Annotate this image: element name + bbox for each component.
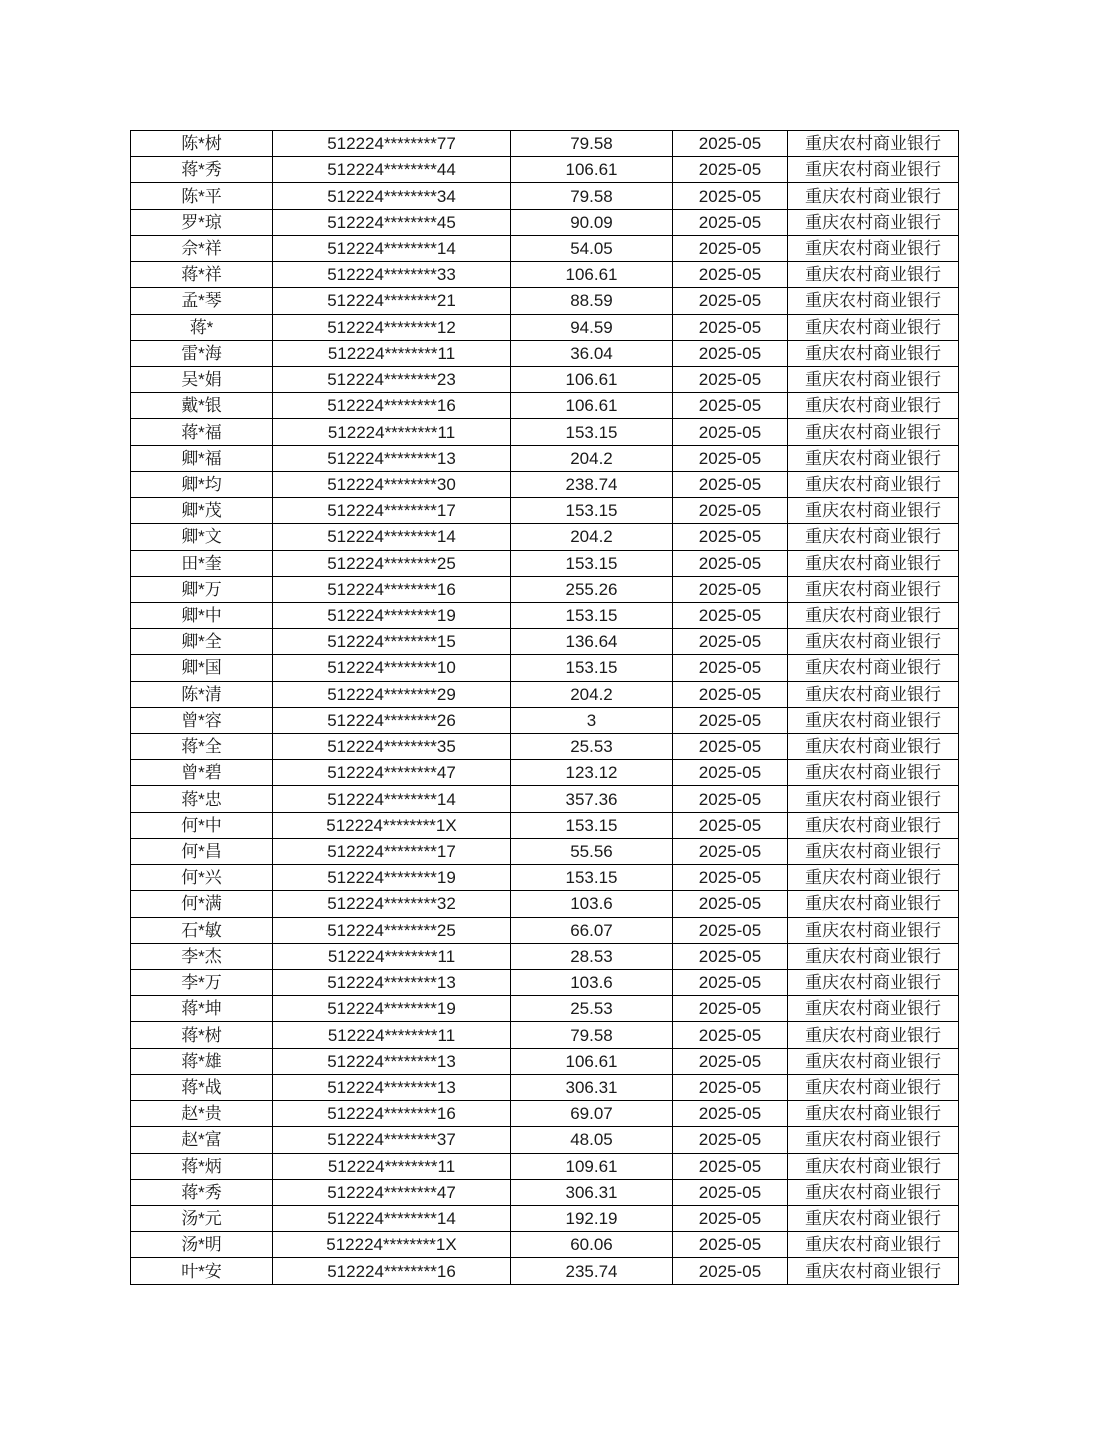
cell-id: 512224********25: [273, 917, 511, 943]
cell-id: 512224********14: [273, 524, 511, 550]
cell-month: 2025-05: [673, 419, 788, 445]
cell-id: 512224********11: [273, 419, 511, 445]
cell-amount: 136.64: [511, 629, 673, 655]
cell-id: 512224********11: [273, 1022, 511, 1048]
table-row: [131, 734, 959, 760]
cell-bank: 重庆农村商业银行: [788, 288, 959, 314]
cell-bank: 重庆农村商业银行: [788, 812, 959, 838]
cell-amount: 153.15: [511, 812, 673, 838]
cell-amount: 357.36: [511, 786, 673, 812]
table-row: [131, 629, 959, 655]
cell-name: 蒋*秀: [131, 157, 273, 183]
cell-id: 512224********1X: [273, 1232, 511, 1258]
cell-bank: 重庆农村商业银行: [788, 131, 959, 157]
cell-id: 512224********16: [273, 1258, 511, 1285]
cell-month: 2025-05: [673, 445, 788, 471]
cell-bank: 重庆农村商业银行: [788, 1022, 959, 1048]
cell-id: 512224********19: [273, 996, 511, 1022]
cell-amount: 123.12: [511, 760, 673, 786]
table-row: [131, 550, 959, 576]
cell-id: 512224********33: [273, 262, 511, 288]
cell-bank: 重庆农村商业银行: [788, 1127, 959, 1153]
table-row: [131, 1048, 959, 1074]
cell-amount: 109.61: [511, 1153, 673, 1179]
cell-amount: 204.2: [511, 681, 673, 707]
cell-amount: 106.61: [511, 366, 673, 392]
cell-name: 蒋*树: [131, 1022, 273, 1048]
table-row: [131, 655, 959, 681]
cell-name: 卿*国: [131, 655, 273, 681]
cell-id: 512224********1X: [273, 812, 511, 838]
cell-name: 卿*全: [131, 629, 273, 655]
cell-month: 2025-05: [673, 288, 788, 314]
cell-id: 512224********37: [273, 1127, 511, 1153]
cell-bank: 重庆农村商业银行: [788, 1048, 959, 1074]
cell-amount: 25.53: [511, 996, 673, 1022]
cell-id: 512224********26: [273, 707, 511, 733]
cell-bank: 重庆农村商业银行: [788, 891, 959, 917]
cell-amount: 88.59: [511, 288, 673, 314]
cell-month: 2025-05: [673, 865, 788, 891]
table-row: [131, 707, 959, 733]
cell-amount: 103.6: [511, 970, 673, 996]
table-row: [131, 235, 959, 261]
cell-amount: 153.15: [511, 655, 673, 681]
cell-amount: 28.53: [511, 943, 673, 969]
table-row: [131, 996, 959, 1022]
cell-amount: 153.15: [511, 550, 673, 576]
cell-month: 2025-05: [673, 131, 788, 157]
cell-month: 2025-05: [673, 1127, 788, 1153]
table-row: [131, 419, 959, 445]
cell-month: 2025-05: [673, 707, 788, 733]
table-row: [131, 1101, 959, 1127]
cell-name: 曾*碧: [131, 760, 273, 786]
cell-amount: 238.74: [511, 471, 673, 497]
cell-bank: 重庆农村商业银行: [788, 445, 959, 471]
cell-name: 汤*明: [131, 1232, 273, 1258]
cell-name: 卿*茂: [131, 498, 273, 524]
cell-month: 2025-05: [673, 760, 788, 786]
cell-name: 赵*贵: [131, 1101, 273, 1127]
table-row: [131, 917, 959, 943]
cell-id: 512224********14: [273, 786, 511, 812]
cell-amount: 106.61: [511, 262, 673, 288]
cell-amount: 106.61: [511, 393, 673, 419]
cell-month: 2025-05: [673, 157, 788, 183]
cell-name: 蒋*战: [131, 1074, 273, 1100]
cell-month: 2025-05: [673, 629, 788, 655]
cell-bank: 重庆农村商业银行: [788, 366, 959, 392]
table-row: [131, 891, 959, 917]
cell-id: 512224********19: [273, 602, 511, 628]
cell-name: 佘*祥: [131, 235, 273, 261]
table-row: [131, 838, 959, 864]
table-row: [131, 943, 959, 969]
table-row: [131, 393, 959, 419]
cell-month: 2025-05: [673, 970, 788, 996]
payment-table-body: [131, 131, 959, 1285]
cell-bank: 重庆农村商业银行: [788, 943, 959, 969]
table-row: [131, 812, 959, 838]
cell-bank: 重庆农村商业银行: [788, 1205, 959, 1231]
cell-month: 2025-05: [673, 183, 788, 209]
cell-month: 2025-05: [673, 1101, 788, 1127]
cell-name: 曾*容: [131, 707, 273, 733]
cell-name: 蒋*炳: [131, 1153, 273, 1179]
table-row: [131, 366, 959, 392]
cell-id: 512224********13: [273, 970, 511, 996]
cell-id: 512224********14: [273, 1205, 511, 1231]
cell-month: 2025-05: [673, 524, 788, 550]
cell-bank: 重庆农村商业银行: [788, 629, 959, 655]
cell-name: 蒋*: [131, 314, 273, 340]
cell-bank: 重庆农村商业银行: [788, 419, 959, 445]
cell-bank: 重庆农村商业银行: [788, 157, 959, 183]
cell-name: 陈*清: [131, 681, 273, 707]
cell-month: 2025-05: [673, 602, 788, 628]
cell-month: 2025-05: [673, 943, 788, 969]
cell-name: 蒋*全: [131, 734, 273, 760]
cell-month: 2025-05: [673, 786, 788, 812]
cell-amount: 90.09: [511, 209, 673, 235]
cell-bank: 重庆农村商业银行: [788, 707, 959, 733]
cell-bank: 重庆农村商业银行: [788, 1153, 959, 1179]
cell-bank: 重庆农村商业银行: [788, 970, 959, 996]
cell-bank: 重庆农村商业银行: [788, 498, 959, 524]
cell-name: 卿*万: [131, 576, 273, 602]
cell-bank: 重庆农村商业银行: [788, 550, 959, 576]
cell-id: 512224********17: [273, 498, 511, 524]
cell-amount: 36.04: [511, 340, 673, 366]
cell-month: 2025-05: [673, 393, 788, 419]
cell-bank: 重庆农村商业银行: [788, 865, 959, 891]
cell-name: 卿*福: [131, 445, 273, 471]
cell-bank: 重庆农村商业银行: [788, 655, 959, 681]
cell-bank: 重庆农村商业银行: [788, 235, 959, 261]
cell-bank: 重庆农村商业银行: [788, 1258, 959, 1285]
cell-bank: 重庆农村商业银行: [788, 1101, 959, 1127]
cell-name: 蒋*雄: [131, 1048, 273, 1074]
cell-name: 叶*安: [131, 1258, 273, 1285]
cell-id: 512224********23: [273, 366, 511, 392]
cell-amount: 106.61: [511, 1048, 673, 1074]
cell-name: 李*万: [131, 970, 273, 996]
table-row: [131, 340, 959, 366]
table-row: [131, 1153, 959, 1179]
cell-month: 2025-05: [673, 262, 788, 288]
cell-name: 汤*元: [131, 1205, 273, 1231]
cell-name: 陈*树: [131, 131, 273, 157]
cell-name: 罗*琼: [131, 209, 273, 235]
cell-id: 512224********32: [273, 891, 511, 917]
cell-name: 赵*富: [131, 1127, 273, 1153]
cell-id: 512224********29: [273, 681, 511, 707]
table-row: [131, 1258, 959, 1285]
table-row: [131, 524, 959, 550]
cell-name: 卿*均: [131, 471, 273, 497]
cell-bank: 重庆农村商业银行: [788, 524, 959, 550]
cell-id: 512224********13: [273, 445, 511, 471]
table-row: [131, 1074, 959, 1100]
table-row: [131, 760, 959, 786]
cell-month: 2025-05: [673, 314, 788, 340]
cell-month: 2025-05: [673, 1153, 788, 1179]
cell-id: 512224********25: [273, 550, 511, 576]
cell-month: 2025-05: [673, 209, 788, 235]
cell-month: 2025-05: [673, 1074, 788, 1100]
cell-bank: 重庆农村商业银行: [788, 314, 959, 340]
cell-amount: 66.07: [511, 917, 673, 943]
cell-amount: 153.15: [511, 498, 673, 524]
cell-id: 512224********12: [273, 314, 511, 340]
cell-amount: 103.6: [511, 891, 673, 917]
cell-id: 512224********30: [273, 471, 511, 497]
cell-name: 卿*文: [131, 524, 273, 550]
cell-bank: 重庆农村商业银行: [788, 1232, 959, 1258]
table-row: [131, 970, 959, 996]
cell-name: 蒋*坤: [131, 996, 273, 1022]
cell-amount: 204.2: [511, 445, 673, 471]
cell-id: 512224********15: [273, 629, 511, 655]
cell-amount: 79.58: [511, 1022, 673, 1048]
table-row: [131, 262, 959, 288]
cell-name: 戴*银: [131, 393, 273, 419]
cell-id: 512224********10: [273, 655, 511, 681]
table-row: [131, 131, 959, 157]
cell-id: 512224********44: [273, 157, 511, 183]
cell-name: 雷*海: [131, 340, 273, 366]
cell-id: 512224********11: [273, 943, 511, 969]
cell-bank: 重庆农村商业银行: [788, 838, 959, 864]
cell-amount: 94.59: [511, 314, 673, 340]
cell-month: 2025-05: [673, 734, 788, 760]
cell-amount: 153.15: [511, 419, 673, 445]
cell-name: 蒋*福: [131, 419, 273, 445]
cell-month: 2025-05: [673, 1179, 788, 1205]
cell-amount: 54.05: [511, 235, 673, 261]
cell-amount: 25.53: [511, 734, 673, 760]
cell-id: 512224********11: [273, 1153, 511, 1179]
table-row: [131, 786, 959, 812]
table-row: [131, 1179, 959, 1205]
table-row: [131, 183, 959, 209]
table-row: [131, 157, 959, 183]
cell-bank: 重庆农村商业银行: [788, 1074, 959, 1100]
cell-month: 2025-05: [673, 1022, 788, 1048]
cell-bank: 重庆农村商业银行: [788, 183, 959, 209]
table-row: [131, 865, 959, 891]
table-row: [131, 1022, 959, 1048]
table-row: [131, 209, 959, 235]
payment-table: [130, 130, 959, 1285]
cell-amount: 106.61: [511, 157, 673, 183]
cell-name: 蒋*忠: [131, 786, 273, 812]
cell-month: 2025-05: [673, 366, 788, 392]
cell-id: 512224********19: [273, 865, 511, 891]
cell-id: 512224********47: [273, 760, 511, 786]
table-row: [131, 1205, 959, 1231]
cell-amount: 306.31: [511, 1074, 673, 1100]
cell-id: 512224********13: [273, 1074, 511, 1100]
cell-month: 2025-05: [673, 1205, 788, 1231]
table-row: [131, 576, 959, 602]
cell-month: 2025-05: [673, 235, 788, 261]
cell-amount: 79.58: [511, 131, 673, 157]
cell-id: 512224********16: [273, 393, 511, 419]
cell-month: 2025-05: [673, 1048, 788, 1074]
cell-amount: 255.26: [511, 576, 673, 602]
cell-id: 512224********16: [273, 1101, 511, 1127]
cell-amount: 60.06: [511, 1232, 673, 1258]
table-row: [131, 681, 959, 707]
cell-bank: 重庆农村商业银行: [788, 209, 959, 235]
cell-id: 512224********47: [273, 1179, 511, 1205]
cell-id: 512224********14: [273, 235, 511, 261]
cell-name: 李*杰: [131, 943, 273, 969]
cell-amount: 306.31: [511, 1179, 673, 1205]
cell-bank: 重庆农村商业银行: [788, 760, 959, 786]
cell-id: 512224********17: [273, 838, 511, 864]
cell-bank: 重庆农村商业银行: [788, 262, 959, 288]
cell-bank: 重庆农村商业银行: [788, 340, 959, 366]
cell-id: 512224********35: [273, 734, 511, 760]
cell-month: 2025-05: [673, 917, 788, 943]
cell-amount: 79.58: [511, 183, 673, 209]
cell-name: 何*兴: [131, 865, 273, 891]
table-row: [131, 314, 959, 340]
cell-name: 吴*娟: [131, 366, 273, 392]
table-row: [131, 498, 959, 524]
cell-id: 512224********13: [273, 1048, 511, 1074]
cell-amount: 153.15: [511, 602, 673, 628]
cell-bank: 重庆农村商业银行: [788, 681, 959, 707]
cell-amount: 153.15: [511, 865, 673, 891]
cell-month: 2025-05: [673, 681, 788, 707]
cell-name: 何*满: [131, 891, 273, 917]
table-row: [131, 471, 959, 497]
table-row: [131, 1127, 959, 1153]
cell-bank: 重庆农村商业银行: [788, 917, 959, 943]
cell-bank: 重庆农村商业银行: [788, 996, 959, 1022]
cell-id: 512224********11: [273, 340, 511, 366]
cell-id: 512224********77: [273, 131, 511, 157]
table-row: [131, 1232, 959, 1258]
cell-bank: 重庆农村商业银行: [788, 576, 959, 602]
cell-bank: 重庆农村商业银行: [788, 734, 959, 760]
table-row: [131, 602, 959, 628]
cell-name: 石*敏: [131, 917, 273, 943]
cell-month: 2025-05: [673, 498, 788, 524]
cell-amount: 192.19: [511, 1205, 673, 1231]
cell-month: 2025-05: [673, 340, 788, 366]
cell-month: 2025-05: [673, 550, 788, 576]
cell-amount: 3: [511, 707, 673, 733]
cell-amount: 204.2: [511, 524, 673, 550]
cell-bank: 重庆农村商业银行: [788, 786, 959, 812]
cell-id: 512224********16: [273, 576, 511, 602]
cell-name: 蒋*祥: [131, 262, 273, 288]
cell-month: 2025-05: [673, 471, 788, 497]
cell-month: 2025-05: [673, 1232, 788, 1258]
cell-id: 512224********34: [273, 183, 511, 209]
cell-amount: 48.05: [511, 1127, 673, 1153]
cell-name: 卿*中: [131, 602, 273, 628]
cell-bank: 重庆农村商业银行: [788, 1179, 959, 1205]
cell-month: 2025-05: [673, 996, 788, 1022]
cell-amount: 69.07: [511, 1101, 673, 1127]
cell-name: 蒋*秀: [131, 1179, 273, 1205]
cell-bank: 重庆农村商业银行: [788, 393, 959, 419]
cell-month: 2025-05: [673, 576, 788, 602]
cell-amount: 235.74: [511, 1258, 673, 1285]
cell-bank: 重庆农村商业银行: [788, 471, 959, 497]
cell-id: 512224********21: [273, 288, 511, 314]
cell-month: 2025-05: [673, 838, 788, 864]
cell-month: 2025-05: [673, 891, 788, 917]
table-row: [131, 288, 959, 314]
cell-amount: 55.56: [511, 838, 673, 864]
cell-name: 孟*琴: [131, 288, 273, 314]
cell-name: 陈*平: [131, 183, 273, 209]
table-row: [131, 445, 959, 471]
cell-bank: 重庆农村商业银行: [788, 602, 959, 628]
cell-name: 何*昌: [131, 838, 273, 864]
cell-month: 2025-05: [673, 812, 788, 838]
cell-month: 2025-05: [673, 655, 788, 681]
cell-id: 512224********45: [273, 209, 511, 235]
cell-name: 何*中: [131, 812, 273, 838]
cell-month: 2025-05: [673, 1258, 788, 1285]
cell-name: 田*奎: [131, 550, 273, 576]
